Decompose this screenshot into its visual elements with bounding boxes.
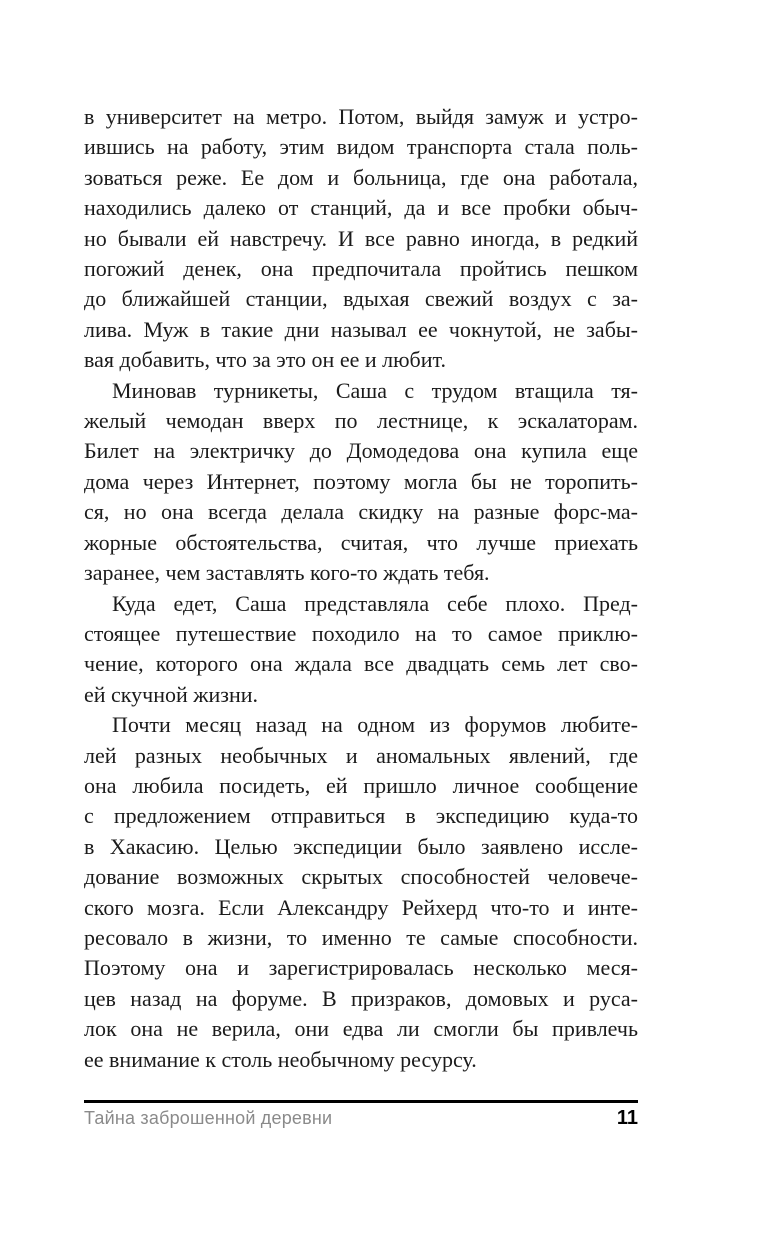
text-line: дома через Интернет, поэтому могла бы не торопить- xyxy=(84,468,638,494)
text-line: Поэтому она и зарегистрировалась несколько меся- xyxy=(84,955,638,981)
paragraph xyxy=(84,376,638,589)
text-line: Миновав турникеты, Саша с трудом втащила тя- xyxy=(112,377,638,403)
text-line: находились далеко от станций, да и все пробки обыч- xyxy=(84,195,638,221)
text-line: цев назад на форуме. В призраков, домовых и руса- xyxy=(84,985,638,1011)
footer-page-number: 11 xyxy=(616,1107,638,1129)
text-line: с предложением отправиться в экспедицию куда-то xyxy=(84,803,638,829)
text-line: чение, которого она ждала все двадцать семь лет сво- xyxy=(84,651,638,677)
text-line: ей скучной жизни. xyxy=(84,681,259,707)
text-line: Куда едет, Саша представляла себе плохо. Пред- xyxy=(112,590,638,616)
footer-divider xyxy=(84,1100,638,1103)
footer-book-title: Тайна заброшенной деревни xyxy=(84,1108,333,1128)
text-line: погожий денек, она предпочитала пройтись пешком xyxy=(84,256,638,282)
text-line: ившись на работу, этим видом транспорта стала поль- xyxy=(84,134,638,160)
text-line: стоящее путешествие походило на то самое приклю- xyxy=(84,620,638,646)
text-line: она любила посидеть, ей пришло личное сообщение xyxy=(84,772,638,798)
paragraph xyxy=(84,589,638,711)
text-line: ся, но она всегда делала скидку на разные форс-ма- xyxy=(84,499,638,525)
text-line: ресовало в жизни, то именно те самые способности. xyxy=(84,924,638,950)
text-line: заранее, чем заставлять кого-то ждать тебя. xyxy=(84,560,490,586)
text-line: желый чемодан вверх по лестнице, к эскалаторам. xyxy=(84,408,638,434)
text-line: лок она не верила, они едва ли смогли бы привлечь xyxy=(84,1016,638,1042)
text-line: но бывали ей навстречу. И все равно иногда, в редкий xyxy=(84,225,638,251)
text-line: до ближайшей станции, вдыхая свежий воздух с за- xyxy=(84,286,638,312)
text-line: лей разных необычных и аномальных явлений, где xyxy=(84,742,638,768)
text-line: зоваться реже. Ее дом и больница, где она работала, xyxy=(84,164,638,190)
body-text xyxy=(84,102,638,1075)
text-line: лива. Муж в такие дни называл ее чокнутой, не забы- xyxy=(84,316,638,342)
text-line: вая добавить, что за это он ее и любит. xyxy=(84,347,446,373)
text-line: ского мозга. Если Александру Рейхерд что-то и инте- xyxy=(84,894,638,920)
text-line: в университет на метро. Потом, выйдя замуж и устро- xyxy=(84,104,638,129)
text-line: дование возможных скрытых способностей человече- xyxy=(84,864,638,890)
text-line: Почти месяц назад на одном из форумов любите- xyxy=(112,712,638,738)
paragraph xyxy=(84,710,638,1075)
text-line: ее внимание к столь необычному ресурсу. xyxy=(84,1046,477,1072)
footer xyxy=(84,1107,638,1130)
paragraph xyxy=(84,102,638,376)
text-line: жорные обстоятельства, считая, что лучше приехать xyxy=(84,529,638,555)
text-line: Билет на электричку до Домодедова она купила еще xyxy=(84,438,638,464)
text-line: в Хакасию. Целью экспедиции было заявлено иссле- xyxy=(84,833,638,859)
